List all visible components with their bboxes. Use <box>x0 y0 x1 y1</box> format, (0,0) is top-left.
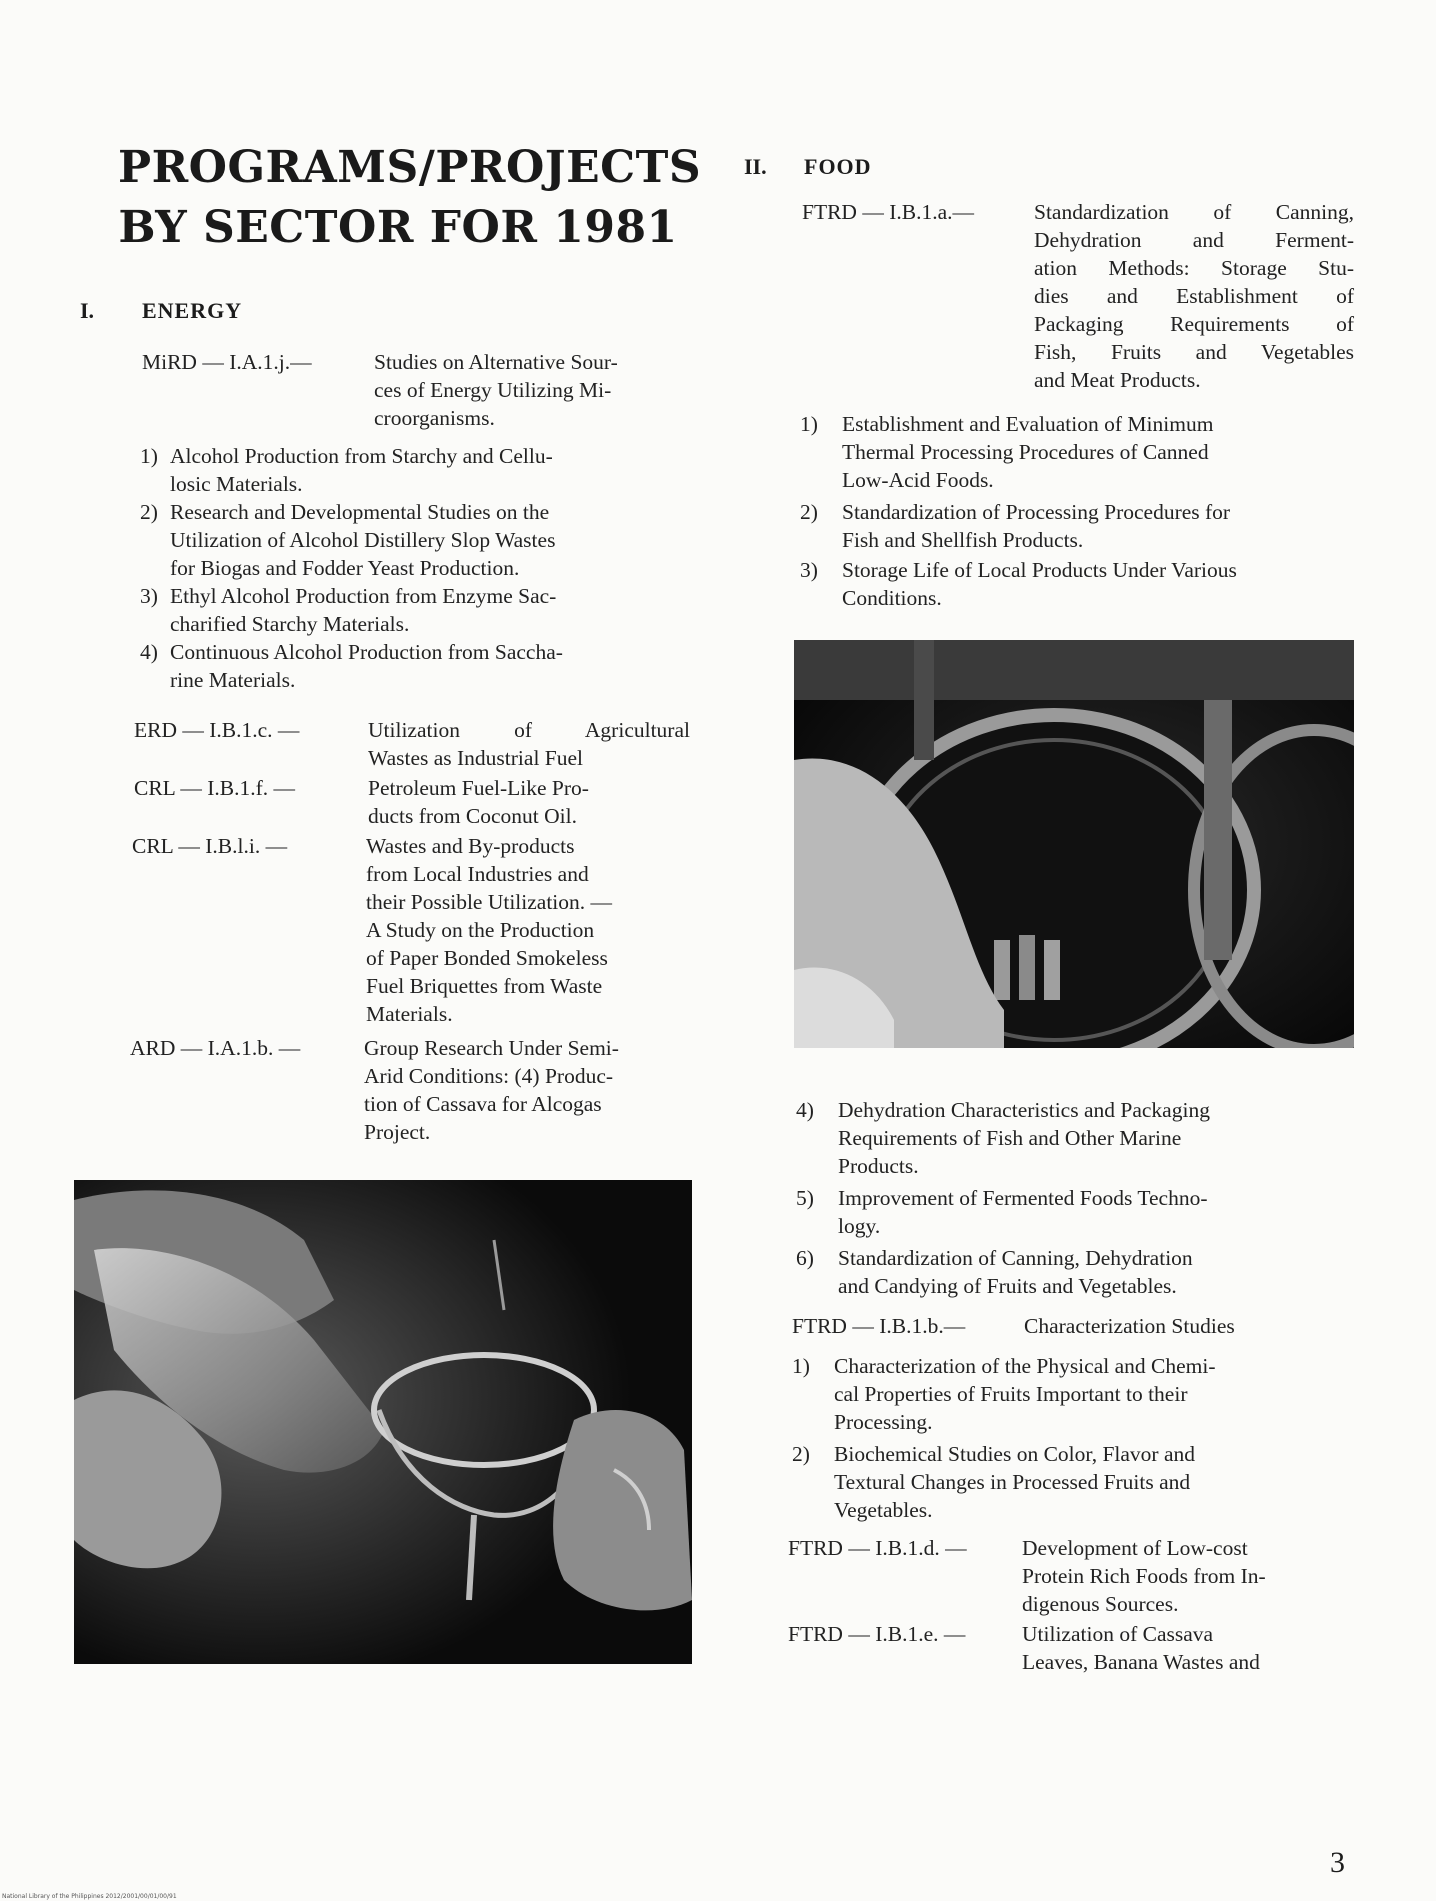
list-item <box>796 1184 1348 1240</box>
item-line: Vegetables. <box>834 1498 933 1522</box>
desc-line: ation Methods: Storage Stu- <box>1034 256 1354 280</box>
project-code-mird: MiRD — I.A.1.j.— <box>142 350 312 374</box>
scan-footer: National Library of the Philippines 2012/2001/00/01/00/91 <box>2 1893 177 1900</box>
page-number: 3 <box>1330 1846 1345 1879</box>
food-item-list-a <box>800 410 1356 612</box>
project-desc-ard <box>364 1034 690 1146</box>
project-desc-ftrd-b: Characterization Studies <box>1024 1314 1235 1338</box>
desc-line: ces of Energy Utilizing Mi- <box>374 378 612 402</box>
item-number: 2) <box>792 1442 810 1466</box>
photo-canning-retort-drawing <box>794 640 1354 1048</box>
desc-line: of Paper Bonded Smokeless <box>366 946 608 970</box>
desc-line: and Meat Products. <box>1034 368 1201 392</box>
item-line: Ethyl Alcohol Production from Enzyme Sac- <box>170 584 557 608</box>
item-line: Storage Life of Local Products Under Various <box>842 558 1237 582</box>
item-line: Continuous Alcohol Production from Saccha- <box>170 640 563 664</box>
photo-pouring-liquid-drawing <box>74 1180 692 1664</box>
item-line: Products. <box>838 1154 919 1178</box>
item-line: cal Properties of Fruits Important to their <box>834 1382 1188 1406</box>
item-number: 3) <box>140 584 158 608</box>
item-line: Research and Developmental Studies on the <box>170 500 550 524</box>
desc-line: Utilization of Agricultural <box>368 718 690 742</box>
item-line: Standardization of Processing Procedures for <box>842 500 1231 524</box>
item-text <box>170 442 700 498</box>
desc-line: Group Research Under Semi- <box>364 1036 619 1060</box>
project-desc-ftrd-e <box>1022 1620 1346 1676</box>
desc-line: Utilization of Cassava <box>1022 1622 1214 1646</box>
list-item <box>800 556 1356 612</box>
item-line: Alcohol Production from Starchy and Cellu- <box>170 444 553 468</box>
item-line: Thermal Processing Procedures of Canned <box>842 440 1209 464</box>
item-text <box>842 556 1356 612</box>
project-desc-ftrd-a <box>1034 198 1354 394</box>
desc-line: Leaves, Banana Wastes and <box>1022 1650 1260 1674</box>
project-code-ftrd-e: FTRD — I.B.1.e. — <box>788 1622 966 1646</box>
item-number: 2) <box>800 500 818 524</box>
project-code-ftrd-a: FTRD — I.B.1.a.— <box>802 200 974 224</box>
section-title-food: FOOD <box>804 154 872 179</box>
section-number-food: II. <box>744 154 767 179</box>
item-line: losic Materials. <box>170 472 303 496</box>
item-line: Establishment and Evaluation of Minimum <box>842 412 1214 436</box>
desc-line: Project. <box>364 1120 431 1144</box>
project-code-ftrd-b: FTRD — I.B.1.b.— <box>792 1314 966 1338</box>
desc-line: Fuel Briquettes from Waste <box>366 974 603 998</box>
item-number: 3) <box>800 558 818 582</box>
desc-line: Development of Low-cost <box>1022 1536 1248 1560</box>
desc-line: digenous Sources. <box>1022 1592 1179 1616</box>
item-number: 4) <box>796 1098 814 1122</box>
item-line: Utilization of Alcohol Distillery Slop Wastes <box>170 528 556 552</box>
item-number: 1) <box>800 412 818 436</box>
project-desc-mird <box>374 348 700 432</box>
energy-item-list <box>140 442 700 694</box>
list-item <box>140 498 700 582</box>
item-number: 4) <box>140 640 158 664</box>
list-item <box>140 582 700 638</box>
desc-line: from Local Industries and <box>366 862 589 886</box>
item-text <box>838 1096 1348 1180</box>
page-title <box>118 138 702 258</box>
item-line: Fish and Shellfish Products. <box>842 528 1084 552</box>
item-text <box>834 1352 1348 1436</box>
section-title-energy: ENERGY <box>142 298 243 323</box>
list-item <box>140 638 700 694</box>
item-number: 1) <box>140 444 158 468</box>
list-item <box>792 1440 1348 1524</box>
project-desc-crl-f <box>368 774 690 830</box>
list-item <box>800 498 1356 554</box>
project-desc-ftrd-d <box>1022 1534 1346 1618</box>
desc-line: Wastes as Industrial Fuel <box>368 746 584 770</box>
section-number-energy: I. <box>80 298 95 323</box>
item-number: 6) <box>796 1246 814 1270</box>
item-line: Standardization of Canning, Dehydration <box>838 1246 1193 1270</box>
desc-line: Petroleum Fuel-Like Pro- <box>368 776 589 800</box>
item-line: Biochemical Studies on Color, Flavor and <box>834 1442 1196 1466</box>
item-line: Requirements of Fish and Other Marine <box>838 1126 1182 1150</box>
item-line: and Candying of Fruits and Vegetables. <box>838 1274 1177 1298</box>
desc-line: Dehydration and Ferment- <box>1034 228 1354 252</box>
project-code-erd: ERD — I.B.1.c. — <box>134 718 300 742</box>
list-item <box>800 410 1356 494</box>
desc-line: Studies on Alternative Sour- <box>374 350 618 374</box>
desc-line: their Possible Utilization. — <box>366 890 613 914</box>
desc-line: croorganisms. <box>374 406 495 430</box>
project-desc-crl-i <box>366 832 690 1028</box>
item-line: Dehydration Characteristics and Packaging <box>838 1098 1210 1122</box>
photo-pouring-liquid <box>74 1180 692 1664</box>
item-text <box>842 410 1356 494</box>
project-code-crl-f: CRL — I.B.1.f. — <box>134 776 296 800</box>
item-line: Processing. <box>834 1410 933 1434</box>
item-text <box>834 1440 1348 1524</box>
item-text <box>842 498 1356 554</box>
item-text <box>838 1184 1348 1240</box>
project-desc-erd <box>368 716 690 772</box>
item-line: for Biogas and Fodder Yeast Production. <box>170 556 520 580</box>
item-text <box>170 498 700 582</box>
desc-line: Fish, Fruits and Vegetables <box>1034 340 1354 364</box>
desc-line: Arid Conditions: (4) Produc- <box>364 1064 614 1088</box>
project-code-ard: ARD — I.A.1.b. — <box>130 1036 301 1060</box>
item-line: rine Materials. <box>170 668 296 692</box>
item-text <box>838 1244 1348 1300</box>
desc-line: Packaging Requirements of <box>1034 312 1354 336</box>
desc-line: Standardization of Canning, <box>1034 200 1354 224</box>
food-item-list-c <box>792 1352 1348 1524</box>
list-item <box>796 1096 1348 1180</box>
list-item <box>140 442 700 498</box>
project-code-crl-i: CRL — I.B.l.i. — <box>132 834 288 858</box>
item-line: charified Starchy Materials. <box>170 612 410 636</box>
desc-line: dies and Establishment of <box>1034 284 1354 308</box>
item-line: Characterization of the Physical and Chemi- <box>834 1354 1216 1378</box>
photo-canning-retort <box>794 640 1354 1048</box>
item-line: logy. <box>838 1214 881 1238</box>
item-number: 1) <box>792 1354 810 1378</box>
item-line: Improvement of Fermented Foods Techno- <box>838 1186 1208 1210</box>
page-title-line-2: BY SECTOR FOR 1981 <box>118 202 678 253</box>
item-line: Textural Changes in Processed Fruits and <box>834 1470 1191 1494</box>
list-item <box>796 1244 1348 1300</box>
desc-line: ducts from Coconut Oil. <box>368 804 578 828</box>
item-line: Low-Acid Foods. <box>842 468 994 492</box>
item-text <box>170 582 700 638</box>
food-item-list-b <box>796 1096 1348 1300</box>
item-number: 5) <box>796 1186 814 1210</box>
desc-line: tion of Cassava for Alcogas <box>364 1092 602 1116</box>
item-number: 2) <box>140 500 158 524</box>
page-title-line-1: PROGRAMS/PROJECTS <box>118 142 702 193</box>
project-code-ftrd-d: FTRD — I.B.1.d. — <box>788 1536 967 1560</box>
list-item <box>792 1352 1348 1436</box>
desc-line: Wastes and By-products <box>366 834 575 858</box>
item-line: Conditions. <box>842 586 942 610</box>
desc-line: Protein Rich Foods from In- <box>1022 1564 1266 1588</box>
item-text <box>170 638 700 694</box>
desc-line: Materials. <box>366 1002 453 1026</box>
desc-line: A Study on the Production <box>366 918 595 942</box>
